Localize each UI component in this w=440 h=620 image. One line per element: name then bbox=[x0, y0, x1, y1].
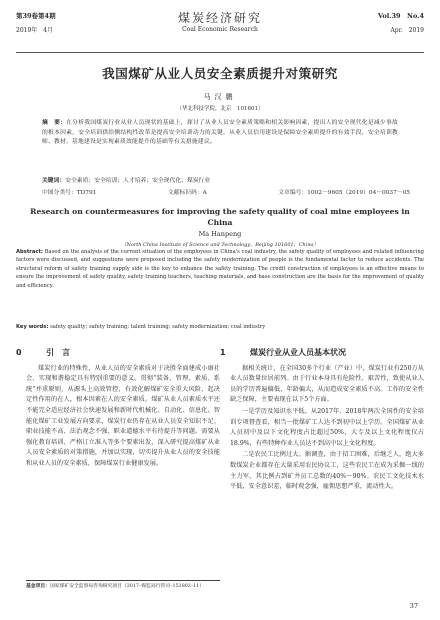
footnote-label: 基金项目： bbox=[26, 584, 50, 589]
clc-number: 中图分类号：TD791 bbox=[42, 190, 97, 196]
keywords-label-cn: 关键词： bbox=[42, 178, 66, 184]
keywords-cn bbox=[42, 175, 398, 184]
article-title-en: Research on countermeasures for improving the safety quality of coal mine employees in China bbox=[30, 207, 410, 227]
keywords-en bbox=[16, 324, 424, 330]
section-heading bbox=[16, 348, 220, 359]
journal-title-cn: 煤炭经济研究 bbox=[177, 11, 262, 25]
article-title-cn: 我国煤矿从业人员安全素质提升对策研究 bbox=[102, 66, 338, 81]
abstract-text-cn: 在分析我国煤炭行业从业人员现状的基础上，探讨了从业人员安全素质策略和相关影响因素，提出人的安全现代化是减少事故的根本因素，安全培训供给侧结构性改革是提高安全培训动力的关键，从业人员信用建设是保障安全素质提升的有效手段，安全培训教师、教材、基地建设是实现素质效能提升的基础等有关措施建议。 bbox=[42, 120, 398, 146]
section-number: 0 bbox=[16, 348, 22, 357]
body-paragraph: 据相关统计，在全国30多个行业（产业）中，煤炭行业有250万从业人员数量位居前列。由于行业本身具有危险性、艰苦性，致使从业人员的学历普遍偏低、年龄偏大，从而造成安全素质不高。工作的安全性缺乏保障，主要表现在以下5个方面。 bbox=[230, 364, 424, 404]
footnote bbox=[26, 580, 220, 590]
keywords-text-en: safety quality; safety training; talent training; safety modernization; coal industry bbox=[50, 324, 266, 330]
abstract-en bbox=[16, 248, 424, 290]
keywords-text-cn: 安全素质；安全培训；人才培养；安全现代化；煤炭行业 bbox=[65, 178, 211, 184]
author-en: Ma Hanpeng bbox=[198, 230, 242, 238]
section-heading bbox=[220, 348, 424, 359]
affiliation-en: （North China Institute of Science and Technology，Beijing 101601，China） bbox=[121, 242, 319, 248]
footnote-text: 国家煤矿安全监察局咨询研究项目（2017–煤监局行管司–151802–11） bbox=[50, 584, 205, 589]
page-header bbox=[16, 8, 424, 53]
date-en: Apr. 2019 bbox=[390, 27, 424, 34]
abstract-cn bbox=[42, 119, 398, 148]
section-title: 引 言 bbox=[46, 348, 70, 357]
volume-cn: 第39卷第4期 bbox=[16, 12, 56, 20]
body-paragraph: 二是农民工比例过大。据调查，由于招工困难，后继乏人，绝大多数煤炭企业都存在大量采用农民协议工，这些农民工在成为采掘一线的主力军，其比例占到矿井员工总数的40%～90%。农民工文化技术水平低，安全意识差，临时观念强，雇佣思想严重，流动性大。 bbox=[230, 451, 424, 491]
abstract-text-en: Based on the analysis of the current situation of the employees in China's coal industry, the safety quality of employees and related influencing factors were discussed, and suggestions were proposed including the safety modernization of people is the fundamental factor to reduce accidents. The structural reform of safety training supply side is the key to enhance the safety training. The credit construction of employees is an effective means to ensure the improvement of safety quality, safety training teachers, teaching materials, and base construction are the basis for the improvement of quality and efficiency. bbox=[16, 249, 424, 289]
body-column-left bbox=[16, 348, 220, 471]
volume-en: Vol.39 No.4 bbox=[377, 12, 424, 20]
section-number: 1 bbox=[220, 348, 226, 357]
abstract-label-cn: 摘 要： bbox=[42, 120, 67, 126]
article-number: 文章编号：1002－9605（2019）04－0037－05 bbox=[278, 190, 410, 196]
date-cn: 2019年 4月 bbox=[16, 27, 54, 34]
affiliation-cn: （华北科技学院，北京 101601） bbox=[176, 106, 264, 112]
body-paragraph: 煤炭行业的特殊性，从业人员的安全素质对于决胜全面建成小康社会、实现和谐稳定具有特别重要的意义。贯彻“装备、管理、素质、系统”并重原则，从源头上高效管控，有效化解煤矿安全重大风险，起决定性作用的在人，根本因素在人的安全素质。煤矿从业人员素质水平还不能完全适应经济社会快速发展和新时代机械化、自动化、信息化、智能化煤矿工业发展方向要求，煤炭行业仍存在从业人员安全知识不足、职业技能不高、法治观念不强、职业道德水平有待提升等问题。需要从强化教育培训、严格订立准入等多个要素出发，深入研究提高煤矿从业人员安全素质的对策措施，并加以实现，切实提升从业人员的安全技能和从业人员的安全素质，保障煤炭行业健康发展。 bbox=[26, 364, 220, 467]
body-paragraph: 一是学历及知识水平低。从2017年、2018年两次全国性的安全培训专项督查看，相当一批煤矿工人达不到初中以上学历。全国煤矿从业人员初中及以下文化程度占比超过50%，大专及以上文化程度仅占18.9%，有些特种作业人员达不到高中以上文化程度。 bbox=[230, 407, 424, 447]
abstract-label-en: Abstract: bbox=[16, 249, 43, 255]
section-title: 煤炭行业从业人员基本状况 bbox=[250, 348, 346, 357]
journal-title-en: Coal Economic Research bbox=[182, 26, 258, 33]
body-column-right bbox=[220, 348, 424, 494]
document-code: 文献标识码：A bbox=[167, 190, 207, 196]
keywords-label-en: Key words: bbox=[16, 324, 49, 330]
author-cn: 马汉鹏 bbox=[203, 93, 237, 101]
page-number: 37 bbox=[409, 602, 418, 610]
classification-line bbox=[42, 187, 410, 196]
